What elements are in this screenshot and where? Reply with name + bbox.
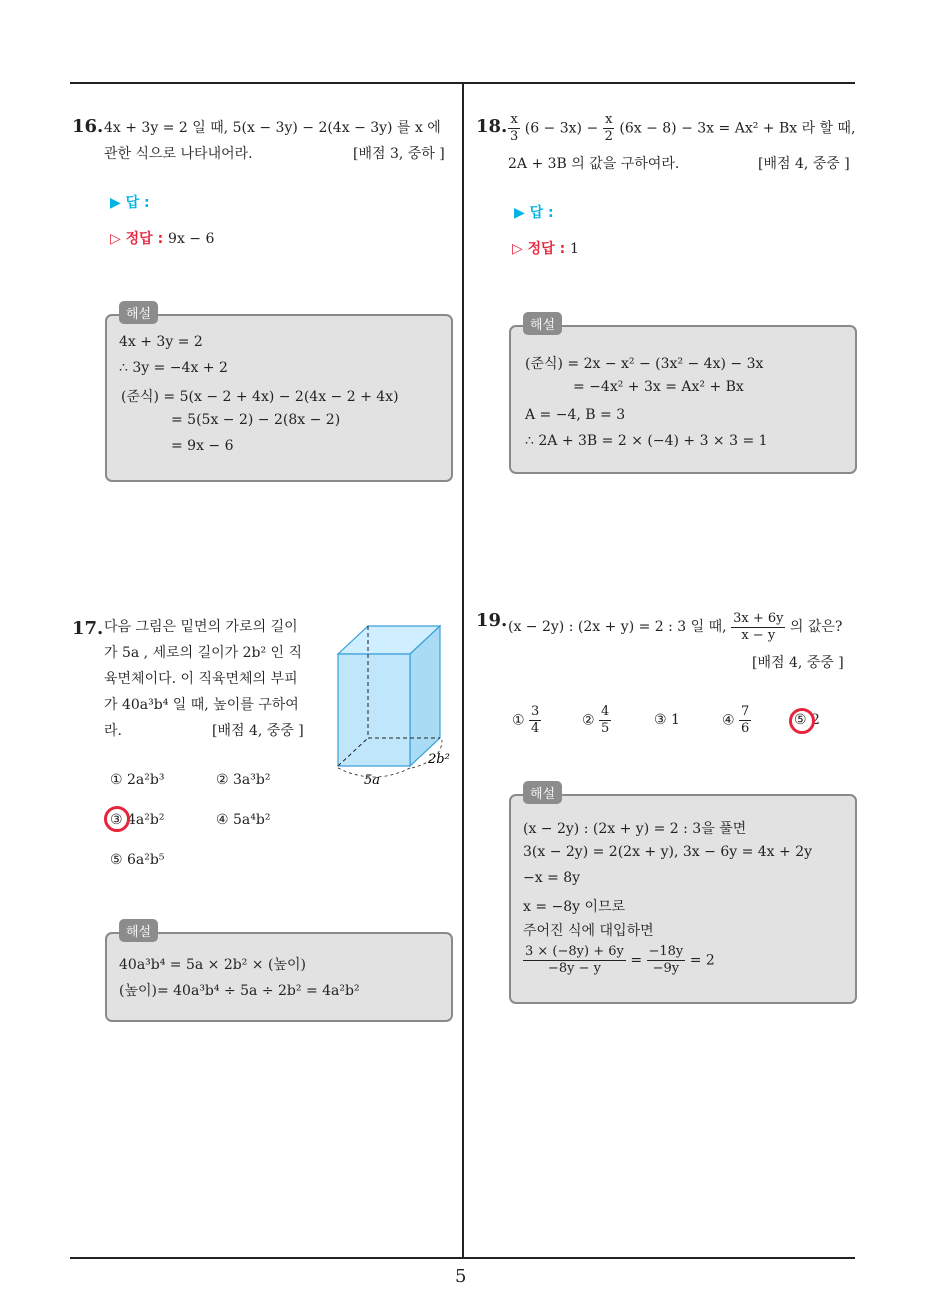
q17-line-3: 육면체이다. 이 직육면체의 부피	[104, 671, 298, 687]
q19-sol-fraction-line: $\frac{3 \times (-8y) + 6y}{-8y - y}$ = $\frac{-18y}{-9y}$ = 2	[525, 944, 715, 976]
q19-sol-line-1: (x − 2y) : (2x + y) = 2 : 3을 풀면	[523, 821, 747, 837]
page-number: 5	[455, 1266, 467, 1287]
q19-sol-line-5: 주어진 식에 대입하면	[523, 923, 654, 939]
q17-solution-tag: 해설	[119, 919, 158, 942]
q19-sol-line-3: −x = 8y	[523, 870, 581, 886]
q19-choice-1[interactable]: ① $\frac{3}{4}$	[512, 704, 540, 736]
q19-choice-5[interactable]: ⑤ 2	[794, 712, 820, 728]
q16-solution-tag: 해설	[119, 301, 158, 324]
q18-meta: [배점 4, 중중 ]	[758, 156, 850, 172]
bottom-rule	[70, 1257, 855, 1259]
q18-sol-line-4: ∴ 2A + 3B = 2 × (−4) + 3 × 3 = 1	[525, 433, 768, 449]
q17-line-1: 다음 그림은 밑면의 가로의 길이	[104, 619, 298, 635]
q16-sol-line-4: = 5(5x − 2) − 2(8x − 2)	[171, 412, 341, 428]
q18-line2: 2A + 3B 의 값을 구하여라.	[508, 156, 680, 172]
q16-correct-label: ▷ 정답 :	[110, 231, 164, 247]
figure-depth-label: 2b²	[428, 752, 450, 767]
q19-number: 19.	[476, 610, 508, 631]
q18-sol-line-2: = −4x² + 3x = Ax² + Bx	[573, 379, 744, 395]
q19-meta: [배점 4, 중중 ]	[752, 655, 844, 671]
q19-choice-4[interactable]: ④ $\frac{7}{6}$	[722, 704, 750, 736]
q17-meta: [배점 4, 중중 ]	[212, 723, 304, 739]
q17-sol-line-2: (높이)= 40a³b⁴ ÷ 5a ÷ 2b² = 4a²b²	[119, 983, 360, 999]
q17-sol-line-1: 40a³b⁴ = 5a × 2b² × (높이)	[119, 957, 306, 973]
q18-sol-line-3: A = −4, B = 3	[525, 407, 626, 423]
column-divider	[462, 82, 464, 1259]
q18-frac-a: $\frac{x}{3}$	[510, 112, 519, 144]
q16-sol-line-5: = 9x − 6	[171, 438, 234, 454]
q16-sol-line-1: 4x + 3y = 2	[119, 334, 203, 350]
q19-line1	[508, 610, 842, 644]
q19-sol-result: = 2	[689, 952, 715, 969]
q18-number: 18.	[476, 116, 508, 137]
figure-width-label: 5a	[364, 773, 381, 788]
q16-solution-box	[105, 307, 453, 482]
q17-solution-box	[105, 925, 453, 1022]
q17-line-4: 가 40a³b⁴ 일 때, 높이를 구하여	[104, 697, 299, 713]
q17-choice-2[interactable]: ② 3a³b²	[216, 772, 271, 788]
q19-answer-mark	[789, 708, 815, 734]
q18-sol-line-1: (준식) = 2x − x² − (3x² − 4x) − 3x	[525, 356, 764, 372]
q18-correct	[512, 238, 579, 258]
q18-line1-d: (6x − 8) − 3x = Ax² + Bx 라 할 때,	[619, 120, 856, 137]
q16-sol-line-2: ∴ 3y = −4x + 2	[119, 360, 228, 376]
q18-correct-label: ▷ 정답 :	[512, 241, 566, 257]
q19-solution-tag: 해설	[523, 781, 562, 804]
q19-question-frac: $\frac{3x + 6y}{x - y}$	[733, 610, 784, 643]
q19-sol-frac-2: $\frac{-18y}{-9y}$	[648, 944, 684, 976]
q17-answer-mark	[104, 806, 130, 832]
q16-correct	[110, 228, 214, 248]
q17-line-2: 가 5a , 세로의 길이가 2b² 인 직	[104, 645, 303, 661]
cuboid-figure	[330, 618, 456, 790]
q16-meta: [배점 3, 중하 ]	[353, 146, 445, 162]
q17-choice-4[interactable]: ④ 5a⁴b²	[216, 812, 271, 828]
q19-line1-text: (x − 2y) : (2x + y) = 2 : 3 일 때,	[508, 619, 727, 635]
q16-line1: 4x + 3y = 2 일 때, 5(x − 3y) − 2(4x − 3y) 를 x 에	[104, 120, 441, 136]
q19-line1-end: 의 값은?	[789, 619, 843, 635]
q16-number: 16.	[72, 116, 104, 137]
q16-line2: 관한 식으로 나타내어라.	[104, 146, 253, 162]
q18-solution-box	[509, 318, 857, 474]
q19-solution-box	[509, 787, 857, 1004]
q19-sol-line-4: x = −8y 이므로	[523, 899, 626, 915]
q17-choice-1[interactable]: ① 2a²b³	[110, 772, 165, 788]
q18-line1-b: (6 − 3x) −	[524, 120, 599, 137]
q17-line-5: 라.	[104, 723, 122, 739]
q17-choice-5[interactable]: ⑤ 6a²b⁵	[110, 852, 165, 868]
q19-choice-2[interactable]: ② $\frac{4}{5}$	[582, 704, 610, 736]
q18-solution-tag: 해설	[523, 312, 562, 335]
q19-sol-line-2: 3(x − 2y) = 2(2x + y), 3x − 6y = 4x + 2y	[523, 844, 813, 860]
q18-answer-label: ▶ 답 :	[514, 205, 554, 221]
q18-line1	[508, 112, 856, 145]
q16-correct-value: 9x − 6	[168, 231, 215, 247]
q18-frac-c: $\frac{x}{2}$	[604, 112, 613, 144]
q17-choice-3[interactable]: ③ 4a²b²	[110, 812, 165, 828]
q18-correct-value: 1	[570, 241, 579, 257]
q19-choice-3[interactable]: ③ 1	[654, 712, 680, 728]
q19-sol-frac-1: $\frac{3 \times (-8y) + 6y}{-8y - y}$	[525, 944, 624, 976]
q16-sol-line-3: (준식) = 5(x − 2 + 4x) − 2(4x − 2 + 4x)	[121, 389, 399, 405]
q17-number: 17.	[72, 618, 104, 639]
q16-answer-label: ▶ 답 :	[110, 195, 150, 211]
